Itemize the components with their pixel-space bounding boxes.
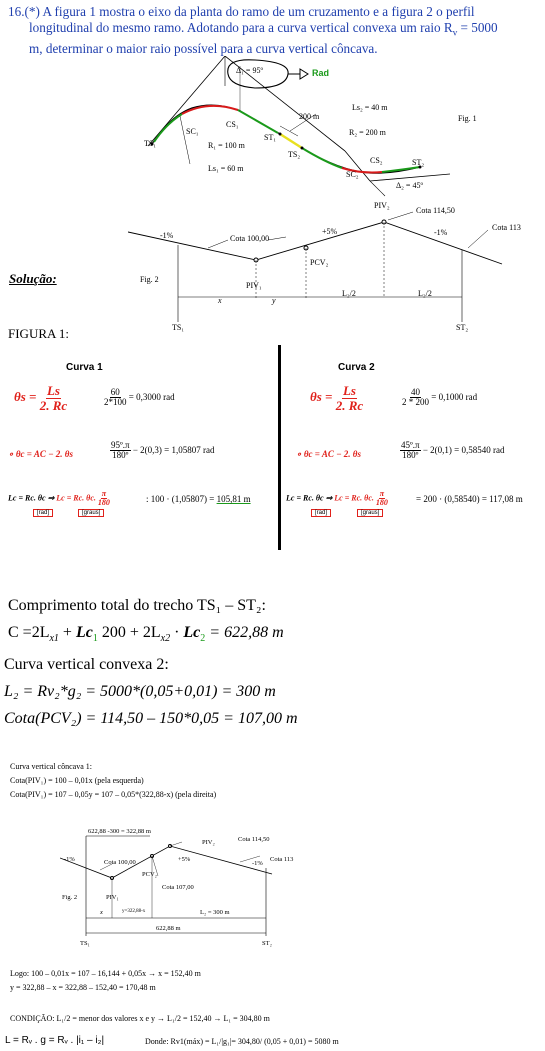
fig2-g1: -1%: [160, 231, 174, 240]
fig3-g3: -1%: [252, 860, 263, 867]
fig3-cota107: Cota 107,00: [162, 884, 194, 891]
fig2-ts1: TS₁: [172, 323, 185, 332]
rad-label: Rad: [312, 68, 330, 78]
concava-line1: Cota(PIV₁) = 100 – 0,01x (pela esquerda): [10, 776, 144, 785]
d200-label: 200 m: [299, 112, 320, 121]
curva1-title: Curva 1: [66, 362, 103, 373]
fig2-st2: ST₂: [456, 323, 469, 332]
fig2-cota1: Cota 100,00: [230, 234, 270, 243]
fig2-label: Fig. 2: [140, 275, 159, 284]
curva1-tag-rad: [rad]: [33, 509, 53, 517]
fig2-piv1: PIV₁: [246, 281, 262, 290]
rad-arrow-icon: [288, 69, 308, 79]
ls1-label: Ls₁ = 60 m: [208, 164, 244, 173]
curva2-theta-c: ∘ θc = AC − 2. θs: [296, 449, 361, 459]
curva1-theta-s: θs = $\frac{Ls}{2. Rc}$: [14, 383, 68, 413]
curve-1-axis: [152, 105, 280, 144]
delta2-label: Δ₂ = 45º: [396, 181, 423, 190]
curve-1-spiral-a: [154, 114, 182, 142]
curva2-theta-s: θs = $\frac{Ls}{2. Rc}$: [310, 383, 364, 413]
curva2-theta-c-value: $\frac{\text{45º.π}}{\text{180º}}$ − 2(0,1) = 0,58540 rad: [401, 440, 505, 461]
ts2-label: TS₂: [288, 150, 301, 159]
curva1-theta-c-value: $\frac{\text{95º.π}}{\text{180º}}$ − 2(0,3) = 1,05807 rad: [111, 440, 215, 461]
fig3-y: y=322,88-x: [122, 909, 146, 914]
fig2-piv2: PIV₂: [374, 201, 390, 210]
fig2-g2: +5%: [322, 227, 338, 236]
logo-line1: Logo: 100 – 0,01x = 107 – 16,144 + 0,05x → x = 152,40 m: [10, 969, 201, 978]
curva2-tag-rad: [rad]: [311, 509, 331, 517]
cs1-label: CS₁: [226, 120, 239, 129]
convexa-title: Curva vertical convexa 2:: [4, 656, 169, 673]
curva1-lc: Lc = Rc. θc ⇒ Lc = Rc. θc. $\frac{\pi}{180}$: [8, 489, 110, 508]
curva2-tag-graus: [graus]: [357, 509, 383, 517]
fig3-l2: L₂ = 300 m: [200, 909, 230, 916]
figure-2-profile: [128, 200, 528, 335]
r2-label: R₂ = 200 m: [349, 128, 386, 137]
fig2-x: x: [218, 296, 222, 305]
fig3-label: Fig. 2: [62, 894, 78, 901]
final-formula: L = Rᵥ . g = Rᵥ . |i₁ – i₂|: [5, 1035, 105, 1046]
fig3-total: 622,88 m: [156, 925, 181, 932]
sc2-label: SC₂: [346, 170, 359, 179]
curva1-theta-c: ∘ θc = AC − 2. θs: [8, 449, 73, 459]
curva1-tag-graus: [graus]: [78, 509, 104, 517]
fig3-x: x: [100, 909, 103, 916]
curva2-title: Curva 2: [338, 362, 375, 373]
curva1-lc-value: : 100 · (1,05807) = 105,81 m: [146, 494, 251, 504]
ls2-label: Ls₂ = 40 m: [352, 103, 388, 112]
curve-1-circle: [182, 106, 238, 114]
delta1-label: Δ₁ = 95º: [236, 66, 263, 75]
r1-label: R₁ = 100 m: [208, 141, 245, 150]
problem-line-3: m, determinar o maior raio possível para a curva vertical côncava.: [29, 40, 378, 56]
problem-line-2: longitudinal do mesmo ramo. Adotando para a curva vertical convexa um raio $R_v = 5000$: [29, 20, 498, 38]
fig3-piv2: PIV₂: [202, 839, 215, 846]
solucao-heading: Solução:: [9, 271, 57, 286]
problem-statement: [8, 4, 543, 57]
st2-label: ST₂: [412, 158, 425, 167]
figura1-heading: FIGURA 1:: [8, 326, 70, 341]
fig2-cota3: Cota 113: [492, 223, 521, 232]
fig2-pcv2: PCV₂: [310, 258, 329, 267]
fig3-cota2: Cota 114,50: [238, 836, 270, 843]
fig2-l2a: L₂/2: [342, 289, 356, 298]
fig3-st2: ST₂: [262, 940, 272, 947]
fig3-cota3: Cota 113: [270, 856, 294, 863]
comprimento-formula: $C =2L_{x1} + Lc_1$ $200 + 2L_{x2} \cdot Lc_2 = 622,88$ m: [8, 624, 284, 645]
fig3-top-dim: 622,88 -300 = 322,88 m: [88, 828, 151, 835]
fig3-g1: -1%: [64, 856, 75, 863]
curva2-lc-value: = 200 · (0,58540) = 117,08 m: [416, 494, 523, 504]
condicao-line: CONDIÇÃO: L₁/2 = menor dos valores x e y → L₁/2 = 152,40 → L₁ = 304,80 m: [10, 1014, 270, 1023]
convexa-cota: Cota(PCV₂) = 114,50 – 150*0,05 = 107,00 m: [4, 710, 298, 727]
curva2-lc: Lc = Rc. θc ⇒ Lc = Rc. θc. $\frac{\pi}{180}$: [286, 489, 388, 508]
concava-title: Curva vertical côncava 1:: [10, 762, 92, 771]
concava-line2: Cota(PIV₁) = 107 – 0,05y = 107 – 0,05*(322,88-x) (pela direita): [10, 790, 217, 799]
curva1-theta-s-value: $\frac{60}{2*100}$ = 0,3000 rad: [104, 387, 175, 408]
curve-1-spiral-b: [238, 110, 278, 133]
st1-label: ST₁: [264, 133, 277, 142]
sc1-label: SC₁: [186, 127, 199, 136]
fig3-ts1: TS₁: [80, 940, 90, 947]
problem-line-1: 16.(*) A figura 1 mostra o eixo da planta do ramo de um cruzamento e a figura 2 o perfil: [8, 4, 475, 19]
comprimento-title: Comprimento total do trecho TS₁ – ST₂:: [8, 597, 266, 614]
curve-2-spiral-a: [302, 148, 342, 168]
fig3-cota1: Cota 100,00: [104, 859, 136, 866]
fig2-y: y: [272, 296, 276, 305]
convexa-l2: L₂ = Rv₂*g₂ = 5000*(0,05+0,01) = 300 m: [4, 683, 276, 700]
final-donde: Donde: Rv1(máx) = L₁/|g₁|= 304,80/ (0,05 + 0,01) = 5080 m: [145, 1037, 339, 1046]
cs2-label: CS₂: [370, 156, 383, 165]
fig3-pcv2: PCV₂: [142, 871, 157, 878]
ts1-label: TS₁: [144, 139, 157, 148]
figure-3-profile: [60, 818, 340, 958]
curves-divider: [278, 345, 281, 550]
fig3-piv1: PIV₁: [106, 894, 119, 901]
fig3-g2: +5%: [178, 856, 191, 863]
logo-line2: y = 322,88 – x = 322,88 – 152,40 = 170,48 m: [10, 983, 156, 992]
fig2-cota2: Cota 114,50: [416, 206, 455, 215]
curva2-theta-s-value: $\frac{40}{2 * 200}$ = 0,1000 rad: [402, 387, 478, 408]
fig1-label: Fig. 1: [458, 114, 477, 123]
tangent-segment: [280, 134, 302, 148]
fig2-g3: -1%: [434, 228, 448, 237]
fig2-l2b: L₂/2: [418, 289, 432, 298]
